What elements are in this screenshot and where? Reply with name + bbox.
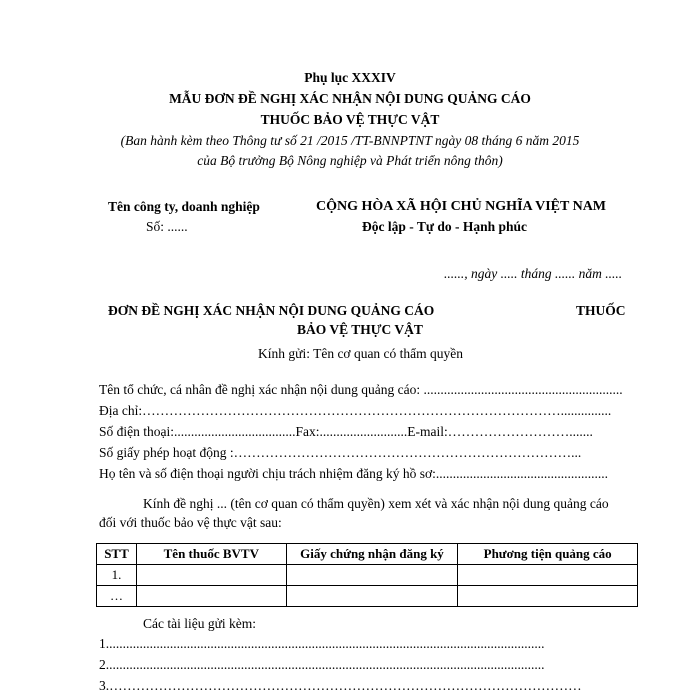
request-paragraph-line2: đối với thuốc bảo vệ thực vật sau: (99, 515, 282, 530)
request-paragraph-line1: Kính đề nghị ... (tên cơ quan có thẩm quyền) xem xét và xác nhận nội dung quảng cáo (143, 496, 609, 511)
table-row (97, 586, 638, 607)
table-cell-stt: … (97, 586, 137, 607)
form-title-line1-end: THUỐC (576, 303, 626, 318)
company-name-label: Tên công ty, doanh nghiệp (108, 199, 260, 214)
table-row (97, 565, 638, 586)
field-contact-numbers: Số điện thoại:....................................Fax:..........................E-mail:………………………....... (99, 424, 593, 439)
field-responsible-person: Họ tên và số điện thoại người chịu trách nhiệm đăng ký hồ sơ:................................................... (99, 466, 609, 481)
form-title-line2: BẢO VỆ THỰC VẬT (297, 322, 423, 337)
form-template-subtitle: THUỐC BẢO VỆ THỰC VẬT (260, 112, 440, 127)
table-cell (286, 586, 458, 607)
issuance-note-line1: (Ban hành kèm theo Thông tư số 21 /2015 /TT-BNNPTNT ngày 08 tháng 6 năm 2015 (120, 133, 580, 148)
attachment-item: 1.................................................................................................................................. (99, 636, 545, 651)
recipient-line: Kính gửi: Tên cơ quan có thẩm quyền (258, 346, 464, 361)
field-license-number: Số giấy phép hoạt động :…………………………………………………………………... (99, 445, 582, 460)
appendix-label: Phụ lục XXXIV (304, 70, 396, 85)
attachment-item: 2.................................................................................................................................. (99, 657, 545, 672)
issuance-note-line2: của Bộ trưởng Bộ Nông nghiệp và Phát triển nông thôn) (197, 153, 503, 168)
header-pesticide-name: Tên thuốc BVTV (136, 544, 286, 565)
form-template-title: MẪU ĐƠN ĐỀ NGHỊ XÁC NHẬN NỘI DUNG QUẢNG CÁO (169, 91, 531, 106)
national-title: CỘNG HÒA XÃ HỘI CHỦ NGHĨA VIỆT NAM (316, 199, 607, 214)
national-motto: Độc lập - Tự do - Hạnh phúc (362, 219, 528, 234)
table-header-row (97, 544, 638, 565)
date-line: ......, ngày ..... tháng ...... năm ..... (444, 266, 623, 281)
table-cell (458, 586, 638, 607)
table-cell (136, 565, 286, 586)
pesticide-table (96, 543, 638, 607)
document-number: Số: ...... (146, 219, 188, 234)
table-cell-stt: 1. (97, 565, 137, 586)
attachments-label: Các tài liệu gửi kèm: (143, 616, 257, 631)
table-cell (286, 565, 458, 586)
attachment-item: 3.…………………………………………………………………………………………… (99, 678, 582, 693)
form-title-line1: ĐƠN ĐỀ NGHỊ XÁC NHẬN NỘI DUNG QUẢNG CÁO (108, 303, 435, 318)
header-stt: STT (97, 544, 137, 565)
field-address: Địa chỉ:…………………………………………………………………………………............... (99, 403, 612, 418)
header-registration-certificate: Giấy chứng nhận đăng ký (286, 544, 458, 565)
table-cell (136, 586, 286, 607)
field-organization-name: Tên tổ chức, cá nhân đề nghị xác nhận nội dung quảng cáo: ........................................................... (99, 382, 623, 397)
header-advertising-medium: Phương tiện quảng cáo (458, 544, 638, 565)
table-cell (458, 565, 638, 586)
